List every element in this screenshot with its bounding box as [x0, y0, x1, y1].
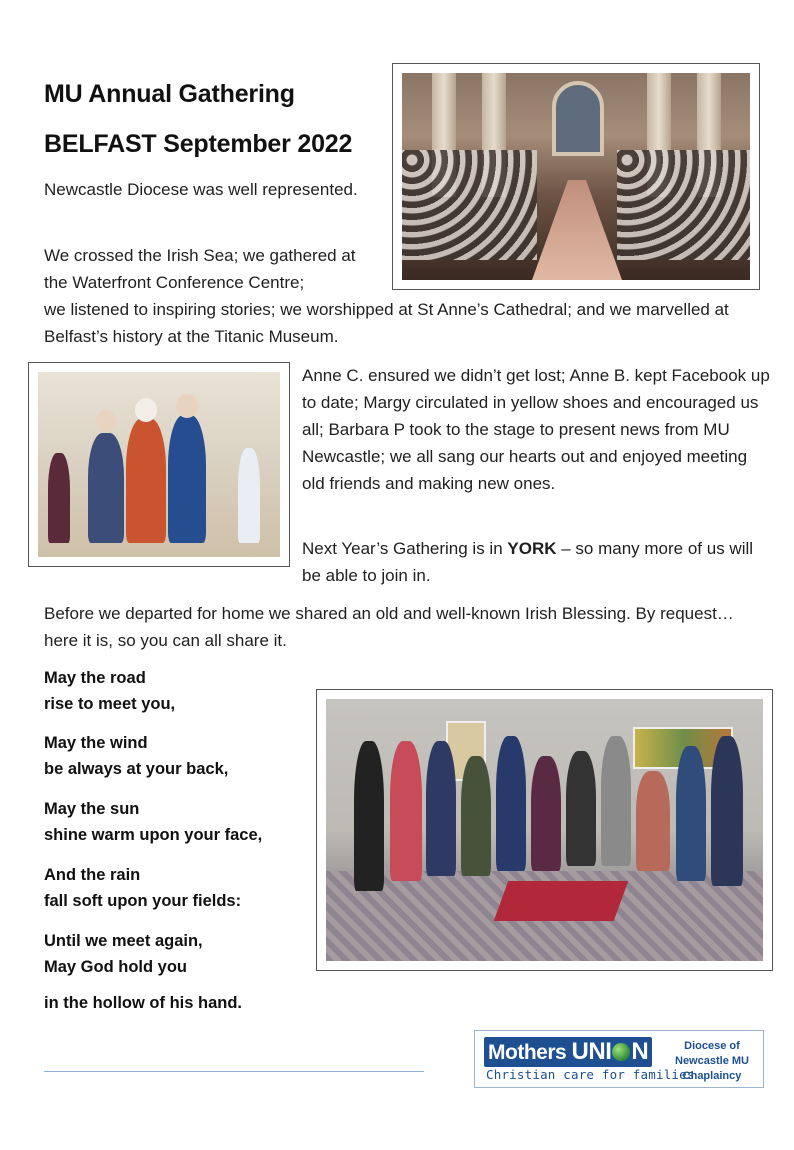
blessing-line: May the wind: [44, 734, 148, 752]
blessing-line: May God hold you: [44, 958, 187, 976]
blessing-line: May the road: [44, 669, 146, 687]
blessing-line: in the hollow of his hand.: [44, 994, 242, 1012]
logo-diocese-text: [669, 1039, 755, 1084]
logo-word: Mothers: [488, 1041, 567, 1064]
blessing-line: shine warm upon your face,: [44, 826, 263, 844]
blessing-line: be always at your back,: [44, 760, 229, 778]
globe-icon: [612, 1043, 630, 1061]
blessing-verse: [44, 730, 228, 782]
logo-diocese-line: Newcastle MU: [675, 1055, 749, 1067]
next-year-text: Next Year’s Gathering is in: [302, 539, 508, 558]
logo-word: UNI: [571, 1038, 612, 1065]
blessing-line: fall soft upon your fields:: [44, 892, 242, 910]
crossed-paragraph: We crossed the Irish Sea; we gathered at the Waterfront Conference Centre;: [44, 246, 356, 292]
blessing-verse: [44, 928, 203, 980]
blessing-line: May the sun: [44, 800, 140, 818]
blessing-verse: [44, 665, 175, 717]
mothers-union-logo: [474, 1030, 764, 1088]
logo-diocese-line: Diocese of: [684, 1040, 740, 1052]
page-subtitle: BELFAST September 2022: [44, 130, 353, 158]
blessing-verse: [44, 862, 241, 914]
page-title: MU Annual Gathering: [44, 80, 295, 108]
logo-word: N: [631, 1038, 649, 1065]
footer-divider: [44, 1071, 424, 1072]
logo-wordmark: [484, 1037, 652, 1067]
anne-paragraph: Anne C. ensured we didn’t get lost; Anne B. kept Facebook up to date; Margy circulated in yellow shoes and encouraged us all; Barbara P took to the stage to present news from MU Newcastle; we all sang our hearts out and enjoyed meeting old friends and making new ones.: [302, 366, 770, 493]
blessing-line: And the rain: [44, 866, 141, 884]
three-women-photo: [28, 362, 290, 567]
group-photo: [316, 689, 773, 971]
intro-paragraph: Newcastle Diocese was well represented.: [44, 180, 358, 199]
next-year-place: YORK: [507, 539, 557, 558]
blessing-verse: [44, 796, 262, 848]
blessing-verse: [44, 990, 242, 1016]
logo-tagline: Christian care for families: [486, 1067, 695, 1082]
blessing-line: Until we meet again,: [44, 932, 203, 950]
next-year-text-end: – so many more of us will be able to join in.: [302, 539, 754, 585]
next-year-paragraph: [302, 535, 772, 589]
cathedral-photo: [392, 63, 760, 290]
before-paragraph: Before we departed for home we shared an old and well-known Irish Blessing. By request…here it is, so you can all share it.: [44, 604, 734, 650]
logo-diocese-line: Chaplaincy: [682, 1070, 742, 1082]
blessing-line: rise to meet you,: [44, 695, 176, 713]
listened-paragraph: we listened to inspiring stories; we worshipped at St Anne’s Cathedral; and we marvelled at Belfast’s history at the Titanic Museum.: [44, 300, 729, 346]
